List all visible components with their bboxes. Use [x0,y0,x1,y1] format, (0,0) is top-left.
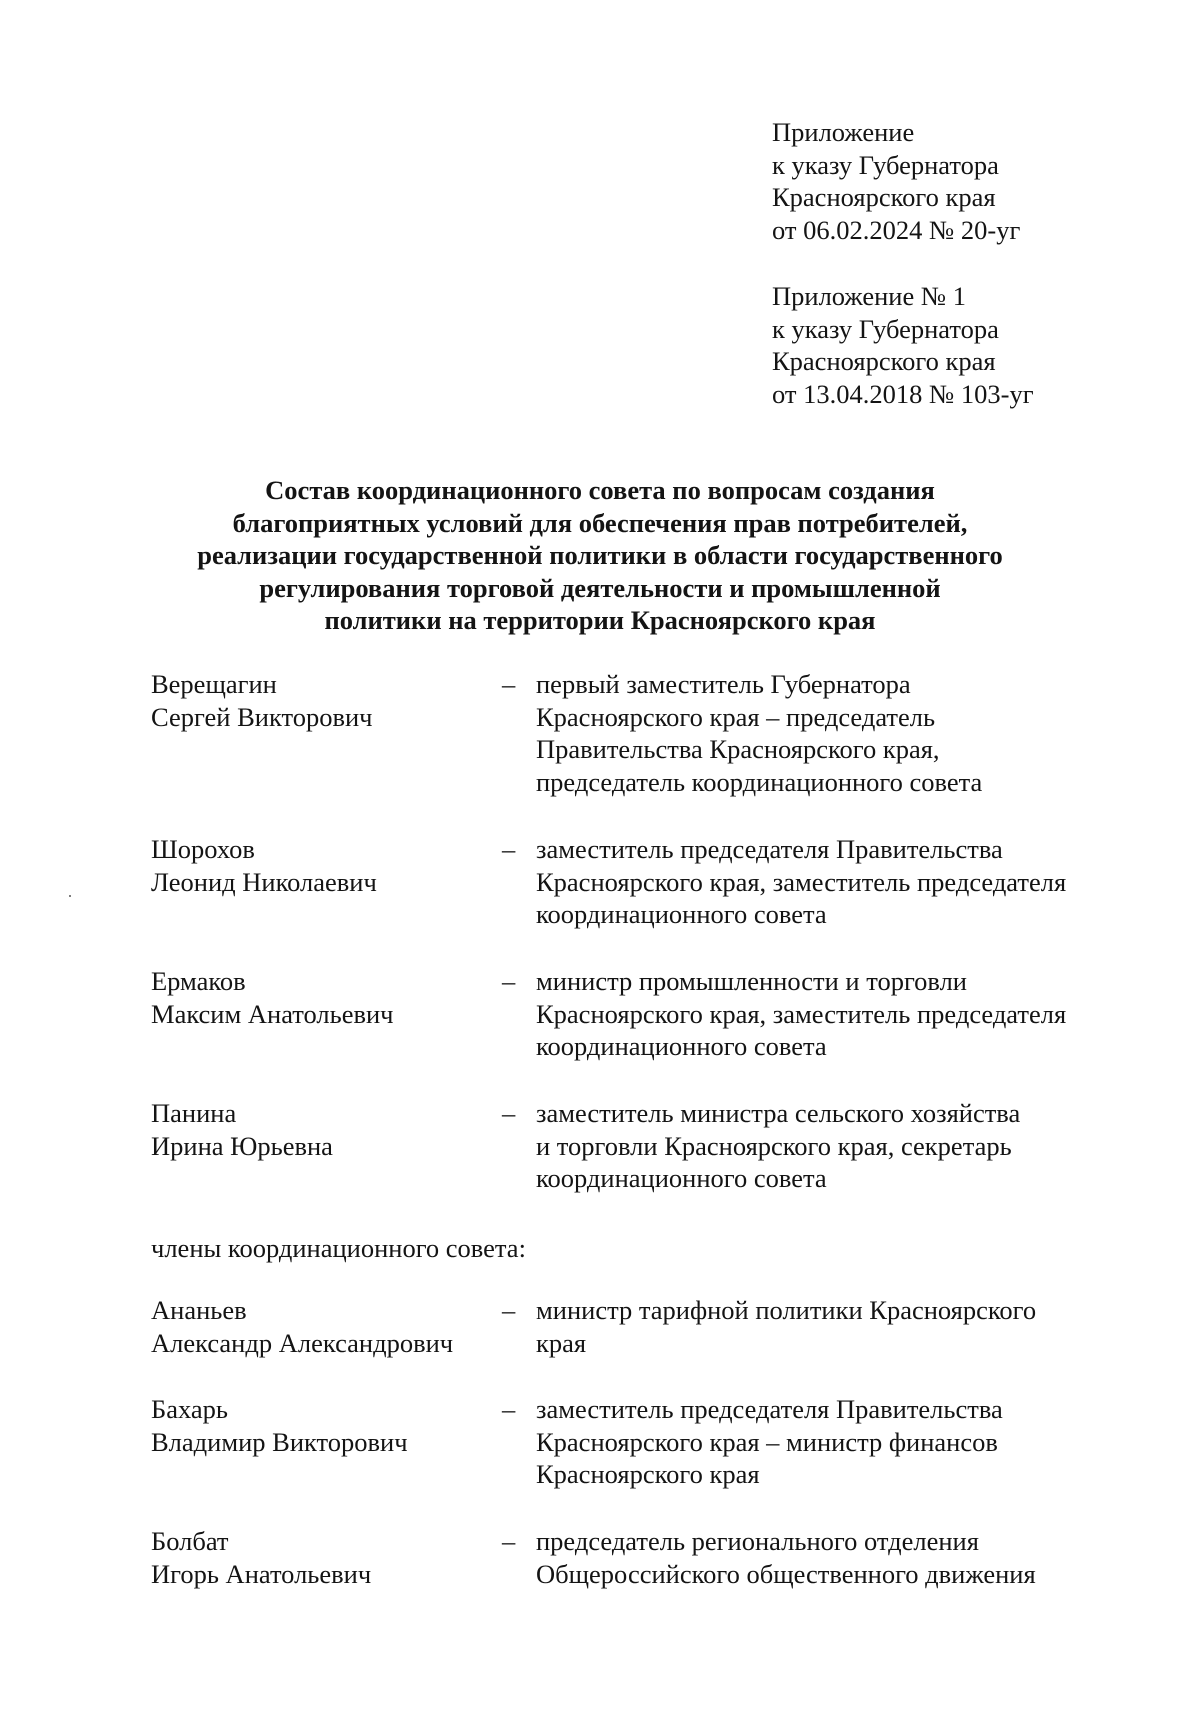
member-position [536,833,1156,931]
appendix-line: к указу Губернатора [772,313,999,344]
member-given-names: Леонид Николаевич [151,866,377,897]
appendix-reference-original [772,280,1172,410]
appendix-line: Приложение [772,117,915,147]
member-position [536,1097,1156,1195]
member-name [151,1525,491,1590]
member-surname: Шорохов [151,834,255,864]
position-line: Красноярского края [536,1459,760,1489]
member-surname: Верещагин [151,669,277,699]
member-position [536,668,1156,798]
position-line: координационного совета [536,1163,827,1193]
position-line: координационного совета [536,899,827,929]
member-given-names: Максим Анатольевич [151,998,394,1029]
title-line: политики на территории Красноярского края [324,605,876,635]
position-line: Красноярского края, заместитель председателя [536,866,1067,897]
member-name [151,1294,491,1359]
member-surname: Ананьев [151,1295,247,1325]
position-line: Красноярского края – председатель [536,701,936,732]
appendix-line: Приложение № 1 [772,281,967,311]
member-position [536,965,1156,1063]
title-line: благоприятных условий для обеспечения прав потребителей, [232,507,968,538]
dash-separator: – [502,1526,516,1556]
position-line: министр тарифной политики Красноярского [536,1295,1037,1325]
dash-separator: – [502,966,516,996]
position-line: Красноярского края – министр финансов [536,1426,998,1457]
dash-separator: – [502,669,516,699]
position-line: первый заместитель Губернатора [536,669,911,699]
member-given-names: Ирина Юрьевна [151,1130,333,1161]
scan-speck [69,895,71,897]
title-line: Состав координационного совета по вопросам создания [265,475,935,505]
member-name [151,1097,491,1162]
document-title [150,474,1050,637]
position-line: заместитель председателя Правительства [536,1394,1003,1424]
appendix-line: Красноярского края [772,346,996,376]
member-position [536,1525,1156,1590]
member-position [536,1294,1156,1359]
dash-separator: – [502,1295,516,1325]
position-line: Общероссийского общественного движения [536,1558,1036,1589]
position-line: заместитель министра сельского хозяйства [536,1098,1021,1128]
title-line: регулирования торговой деятельности и промышленной [259,572,941,603]
member-given-names: Сергей Викторович [151,701,373,732]
member-given-names: Александр Александрович [151,1327,454,1358]
member-name [151,833,491,898]
members-section-label: члены координационного совета: [151,1233,526,1263]
member-surname: Болбат [151,1526,229,1556]
position-line: края [536,1327,587,1358]
position-line: министр промышленности и торговли [536,966,967,996]
member-name [151,1393,491,1458]
dash-separator: – [502,1098,516,1128]
member-surname: Панина [151,1098,237,1128]
position-line: Правительства Красноярского края, [536,734,940,764]
position-line: и торговли Красноярского края, секретарь [536,1130,1012,1161]
member-given-names: Владимир Викторович [151,1426,408,1457]
appendix-line: от 06.02.2024 № 20-уг [772,214,1021,245]
dash-separator: – [502,1394,516,1424]
member-name [151,965,491,1030]
position-line: координационного совета [536,1031,827,1061]
appendix-line: от 13.04.2018 № 103-уг [772,378,1034,409]
appendix-line: к указу Губернатора [772,149,999,180]
position-line: председатель регионального отделения [536,1526,979,1556]
member-surname: Ермаков [151,966,246,996]
appendix-line: Красноярского края [772,182,996,212]
appendix-reference-current [772,116,1172,246]
position-line: заместитель председателя Правительства [536,834,1003,864]
member-position [536,1393,1156,1491]
dash-separator: – [502,834,516,864]
member-surname: Бахарь [151,1394,228,1424]
position-line: председатель координационного совета [536,766,983,797]
member-given-names: Игорь Анатольевич [151,1558,372,1589]
position-line: Красноярского края, заместитель председателя [536,998,1067,1029]
member-name [151,668,491,733]
title-line: реализации государственной политики в области государственного [197,540,1003,570]
